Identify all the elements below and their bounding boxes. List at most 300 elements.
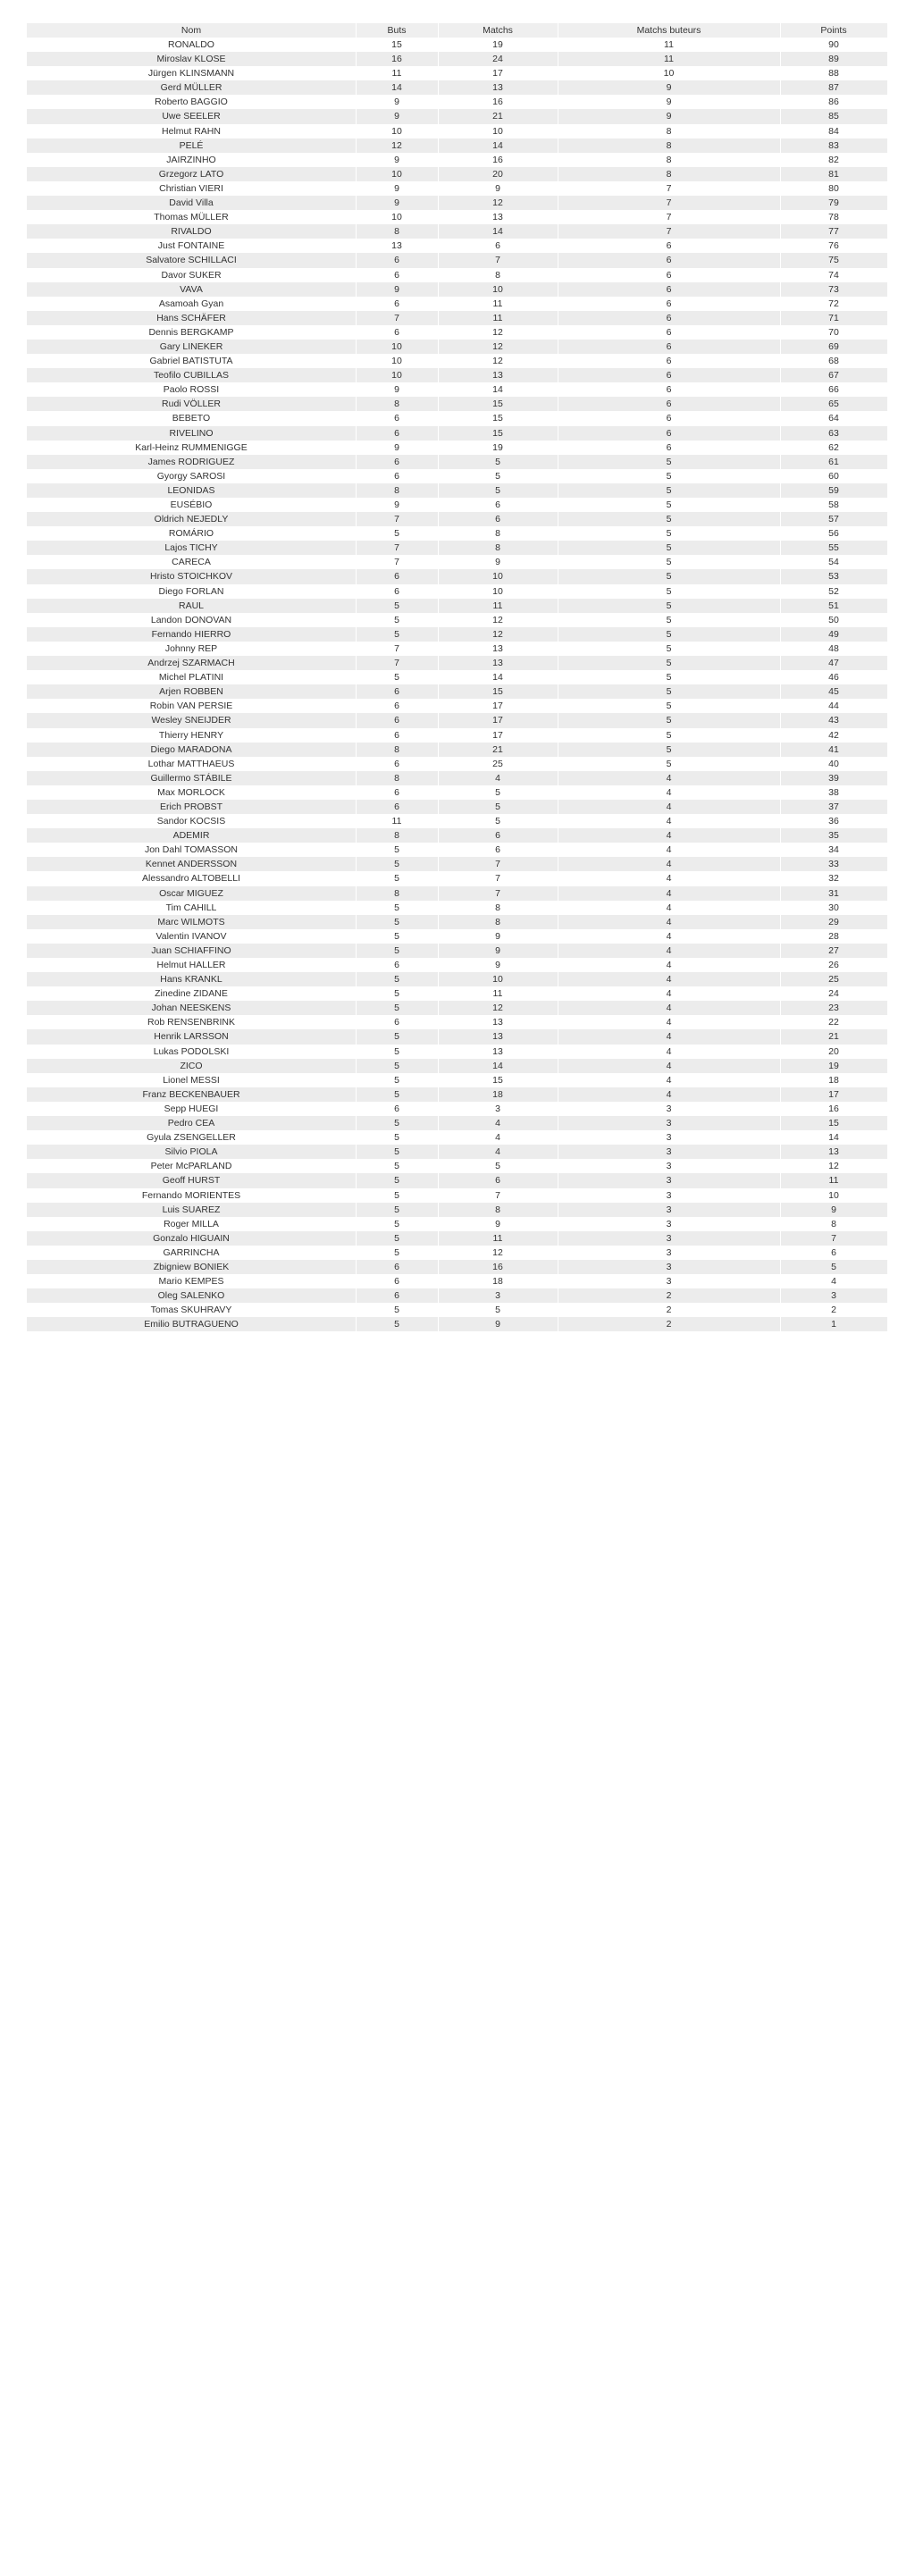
cell-points: 83 (780, 138, 887, 153)
cell-nom: Valentin IVANOV (27, 929, 356, 944)
cell-matchs: 12 (438, 613, 558, 627)
cell-matchs-buteurs: 3 (558, 1274, 780, 1288)
cell-matchs: 12 (438, 627, 558, 642)
cell-matchs-buteurs: 6 (558, 426, 780, 441)
cell-buts: 6 (356, 1288, 438, 1303)
cell-nom: Tim CAHILL (27, 901, 356, 915)
table-row[interactable] (27, 167, 887, 181)
cell-points: 43 (780, 713, 887, 727)
column-header-buts[interactable]: Buts (356, 23, 438, 38)
table-row[interactable] (27, 498, 887, 512)
table-row[interactable] (27, 1260, 887, 1274)
cell-nom: Christian VIERI (27, 181, 356, 196)
column-header-nom[interactable]: Nom (27, 23, 356, 38)
cell-matchs: 3 (438, 1288, 558, 1303)
table-row[interactable] (27, 239, 887, 253)
cell-matchs: 17 (438, 699, 558, 713)
cell-points: 77 (780, 224, 887, 239)
cell-points: 87 (780, 80, 887, 95)
cell-buts: 5 (356, 1231, 438, 1246)
table-row[interactable] (27, 584, 887, 599)
table-row[interactable] (27, 52, 887, 66)
table-row[interactable] (27, 944, 887, 958)
cell-matchs-buteurs: 7 (558, 181, 780, 196)
cell-points: 59 (780, 483, 887, 498)
cell-matchs: 7 (438, 871, 558, 885)
cell-matchs-buteurs: 4 (558, 814, 780, 828)
cell-matchs-buteurs: 4 (558, 901, 780, 915)
table-row[interactable] (27, 800, 887, 814)
cell-matchs-buteurs: 5 (558, 498, 780, 512)
cell-matchs-buteurs: 8 (558, 124, 780, 138)
table-row[interactable] (27, 915, 887, 929)
table-row[interactable] (27, 569, 887, 583)
cell-buts: 5 (356, 599, 438, 613)
cell-matchs-buteurs: 3 (558, 1130, 780, 1145)
table-row[interactable] (27, 699, 887, 713)
cell-matchs-buteurs: 5 (558, 699, 780, 713)
table-body (27, 38, 887, 1331)
table-row[interactable] (27, 268, 887, 282)
table-row[interactable] (27, 325, 887, 340)
cell-nom: Tomas SKUHRAVY (27, 1303, 356, 1317)
table-row[interactable] (27, 354, 887, 368)
cell-matchs: 11 (438, 297, 558, 311)
table-row[interactable] (27, 958, 887, 972)
table-row[interactable] (27, 66, 887, 80)
cell-buts: 9 (356, 153, 438, 167)
cell-points: 24 (780, 986, 887, 1001)
table-row[interactable] (27, 411, 887, 425)
cell-matchs-buteurs: 4 (558, 958, 780, 972)
table-row[interactable] (27, 1130, 887, 1145)
column-header-matchs[interactable]: Matchs (438, 23, 558, 38)
cell-matchs: 5 (438, 469, 558, 483)
cell-nom: James RODRIGUEZ (27, 455, 356, 469)
table-row[interactable] (27, 153, 887, 167)
cell-points: 13 (780, 1145, 887, 1159)
cell-matchs: 8 (438, 901, 558, 915)
cell-points: 10 (780, 1188, 887, 1203)
cell-matchs: 9 (438, 181, 558, 196)
cell-matchs: 14 (438, 1059, 558, 1073)
cell-matchs: 11 (438, 1231, 558, 1246)
table-row[interactable] (27, 684, 887, 699)
cell-matchs: 15 (438, 397, 558, 411)
cell-nom: Alessandro ALTOBELLI (27, 871, 356, 885)
table-row[interactable] (27, 382, 887, 397)
table-row[interactable] (27, 713, 887, 727)
cell-matchs-buteurs: 4 (558, 972, 780, 986)
cell-nom: RIVELINO (27, 426, 356, 441)
cell-matchs: 7 (438, 1188, 558, 1203)
cell-buts: 6 (356, 455, 438, 469)
cell-points: 52 (780, 584, 887, 599)
cell-points: 57 (780, 512, 887, 526)
cell-matchs: 5 (438, 455, 558, 469)
table-row[interactable] (27, 95, 887, 109)
table-row[interactable] (27, 1045, 887, 1059)
table-row[interactable] (27, 1288, 887, 1303)
table-row[interactable] (27, 483, 887, 498)
table-row[interactable] (27, 613, 887, 627)
cell-points: 49 (780, 627, 887, 642)
table-row[interactable] (27, 1001, 887, 1015)
table-row[interactable] (27, 555, 887, 569)
table-row[interactable] (27, 282, 887, 297)
cell-matchs: 14 (438, 670, 558, 684)
cell-buts: 6 (356, 1274, 438, 1288)
table-row[interactable] (27, 181, 887, 196)
cell-matchs: 13 (438, 1029, 558, 1044)
cell-matchs-buteurs: 6 (558, 411, 780, 425)
table-row[interactable] (27, 642, 887, 656)
cell-buts: 9 (356, 282, 438, 297)
cell-matchs: 15 (438, 411, 558, 425)
cell-buts: 6 (356, 411, 438, 425)
column-header-points[interactable]: Points (780, 23, 887, 38)
cell-points: 46 (780, 670, 887, 684)
cell-points: 31 (780, 886, 887, 901)
cell-buts: 5 (356, 1087, 438, 1102)
cell-matchs: 13 (438, 368, 558, 382)
cell-matchs: 13 (438, 80, 558, 95)
cell-matchs: 6 (438, 512, 558, 526)
table-row[interactable] (27, 541, 887, 555)
cell-points: 55 (780, 541, 887, 555)
cell-buts: 5 (356, 613, 438, 627)
cell-nom: Karl-Heinz RUMMENIGGE (27, 441, 356, 455)
cell-buts: 9 (356, 382, 438, 397)
cell-nom: Johan NEESKENS (27, 1001, 356, 1015)
cell-matchs-buteurs: 4 (558, 915, 780, 929)
table-row[interactable] (27, 1303, 887, 1317)
table-row[interactable] (27, 109, 887, 123)
table-row[interactable] (27, 1102, 887, 1116)
cell-nom: Teofilo CUBILLAS (27, 368, 356, 382)
table-row[interactable] (27, 929, 887, 944)
cell-buts: 10 (356, 340, 438, 354)
cell-points: 22 (780, 1015, 887, 1029)
table-row[interactable] (27, 1145, 887, 1159)
cell-nom: Lukas PODOLSKI (27, 1045, 356, 1059)
stats-table-container (27, 23, 887, 1331)
table-row[interactable] (27, 1274, 887, 1288)
cell-points: 42 (780, 728, 887, 743)
cell-matchs: 12 (438, 340, 558, 354)
cell-buts: 5 (356, 1059, 438, 1073)
table-row[interactable] (27, 1246, 887, 1260)
cell-matchs: 10 (438, 584, 558, 599)
cell-nom: Peter McPARLAND (27, 1159, 356, 1173)
cell-buts: 16 (356, 52, 438, 66)
cell-nom: Landon DONOVAN (27, 613, 356, 627)
table-row[interactable] (27, 785, 887, 800)
cell-nom: PELÉ (27, 138, 356, 153)
cell-matchs: 4 (438, 1130, 558, 1145)
table-row[interactable] (27, 512, 887, 526)
cell-points: 41 (780, 743, 887, 757)
cell-matchs: 16 (438, 95, 558, 109)
cell-matchs-buteurs: 4 (558, 843, 780, 857)
cell-points: 34 (780, 843, 887, 857)
cell-matchs: 19 (438, 441, 558, 455)
cell-points: 35 (780, 828, 887, 843)
cell-points: 61 (780, 455, 887, 469)
table-row[interactable] (27, 599, 887, 613)
cell-buts: 5 (356, 944, 438, 958)
cell-nom: BEBETO (27, 411, 356, 425)
table-row[interactable] (27, 1073, 887, 1087)
table-row[interactable] (27, 843, 887, 857)
cell-nom: Pedro CEA (27, 1116, 356, 1130)
cell-points: 1 (780, 1317, 887, 1331)
cell-matchs: 13 (438, 642, 558, 656)
table-row[interactable] (27, 1029, 887, 1044)
column-header-matchs-buteurs[interactable]: Matchs buteurs (558, 23, 780, 38)
cell-matchs-buteurs: 3 (558, 1102, 780, 1116)
table-row[interactable] (27, 1059, 887, 1073)
cell-buts: 5 (356, 1130, 438, 1145)
cell-points: 65 (780, 397, 887, 411)
cell-nom: Zbigniew BONIEK (27, 1260, 356, 1274)
cell-matchs: 9 (438, 1317, 558, 1331)
cell-matchs-buteurs: 6 (558, 441, 780, 455)
cell-matchs: 10 (438, 124, 558, 138)
cell-matchs-buteurs: 6 (558, 340, 780, 354)
cell-nom: Gabriel BATISTUTA (27, 354, 356, 368)
cell-matchs-buteurs: 5 (558, 757, 780, 771)
table-row[interactable] (27, 1015, 887, 1029)
cell-matchs: 17 (438, 713, 558, 727)
cell-buts: 9 (356, 196, 438, 210)
cell-matchs-buteurs: 5 (558, 569, 780, 583)
cell-matchs-buteurs: 4 (558, 1015, 780, 1029)
table-row[interactable] (27, 210, 887, 224)
table-row[interactable] (27, 857, 887, 871)
cell-buts: 10 (356, 368, 438, 382)
cell-matchs-buteurs: 2 (558, 1288, 780, 1303)
cell-nom: Erich PROBST (27, 800, 356, 814)
table-row[interactable] (27, 901, 887, 915)
table-row[interactable] (27, 757, 887, 771)
cell-points: 25 (780, 972, 887, 986)
cell-buts: 5 (356, 1116, 438, 1130)
cell-buts: 6 (356, 958, 438, 972)
cell-matchs-buteurs: 6 (558, 325, 780, 340)
table-row[interactable] (27, 1188, 887, 1203)
cell-matchs: 12 (438, 1246, 558, 1260)
cell-points: 44 (780, 699, 887, 713)
cell-matchs: 8 (438, 541, 558, 555)
table-row[interactable] (27, 828, 887, 843)
cell-nom: Diego FORLAN (27, 584, 356, 599)
cell-buts: 5 (356, 1188, 438, 1203)
cell-buts: 6 (356, 325, 438, 340)
cell-matchs-buteurs: 8 (558, 138, 780, 153)
cell-buts: 6 (356, 785, 438, 800)
cell-buts: 5 (356, 915, 438, 929)
cell-points: 64 (780, 411, 887, 425)
cell-nom: Wesley SNEIJDER (27, 713, 356, 727)
table-row[interactable] (27, 469, 887, 483)
cell-nom: Roberto BAGGIO (27, 95, 356, 109)
cell-buts: 5 (356, 929, 438, 944)
table-row[interactable] (27, 627, 887, 642)
cell-matchs-buteurs: 4 (558, 828, 780, 843)
cell-nom: Helmut HALLER (27, 958, 356, 972)
cell-matchs-buteurs: 4 (558, 1059, 780, 1073)
table-row[interactable] (27, 743, 887, 757)
cell-matchs: 16 (438, 153, 558, 167)
cell-nom: Sandor KOCSIS (27, 814, 356, 828)
table-row[interactable] (27, 124, 887, 138)
cell-matchs: 11 (438, 986, 558, 1001)
cell-points: 48 (780, 642, 887, 656)
table-row[interactable] (27, 340, 887, 354)
cell-nom: Zinedine ZIDANE (27, 986, 356, 1001)
table-row[interactable] (27, 224, 887, 239)
cell-matchs: 13 (438, 656, 558, 670)
cell-buts: 6 (356, 584, 438, 599)
cell-matchs-buteurs: 5 (558, 555, 780, 569)
cell-points: 78 (780, 210, 887, 224)
cell-buts: 10 (356, 354, 438, 368)
table-row[interactable] (27, 1159, 887, 1173)
cell-matchs-buteurs: 5 (558, 526, 780, 541)
table-row[interactable] (27, 1317, 887, 1331)
table-row[interactable] (27, 1217, 887, 1231)
table-row[interactable] (27, 311, 887, 325)
cell-nom: GARRINCHA (27, 1246, 356, 1260)
cell-buts: 7 (356, 555, 438, 569)
cell-nom: Dennis BERGKAMP (27, 325, 356, 340)
table-row[interactable] (27, 426, 887, 441)
table-row[interactable] (27, 38, 887, 52)
cell-points: 86 (780, 95, 887, 109)
cell-nom: Hans KRANKL (27, 972, 356, 986)
cell-matchs-buteurs: 4 (558, 944, 780, 958)
cell-buts: 5 (356, 1203, 438, 1217)
table-row[interactable] (27, 728, 887, 743)
cell-buts: 5 (356, 871, 438, 885)
cell-nom: VAVA (27, 282, 356, 297)
table-row[interactable] (27, 1173, 887, 1187)
cell-nom: Lionel MESSI (27, 1073, 356, 1087)
cell-matchs-buteurs: 5 (558, 469, 780, 483)
table-row[interactable] (27, 138, 887, 153)
table-row[interactable] (27, 986, 887, 1001)
cell-buts: 6 (356, 297, 438, 311)
cell-buts: 5 (356, 1001, 438, 1015)
cell-nom: Geoff HURST (27, 1173, 356, 1187)
cell-nom: RONALDO (27, 38, 356, 52)
table-row[interactable] (27, 253, 887, 267)
table-row[interactable] (27, 1087, 887, 1102)
cell-buts: 6 (356, 800, 438, 814)
table-row[interactable] (27, 670, 887, 684)
cell-nom: Johnny REP (27, 642, 356, 656)
cell-buts: 5 (356, 857, 438, 871)
table-row[interactable] (27, 441, 887, 455)
cell-nom: Gyorgy SAROSI (27, 469, 356, 483)
cell-nom: RIVALDO (27, 224, 356, 239)
cell-matchs: 11 (438, 311, 558, 325)
table-row[interactable] (27, 1203, 887, 1217)
table-row[interactable] (27, 526, 887, 541)
cell-points: 26 (780, 958, 887, 972)
table-row[interactable] (27, 771, 887, 785)
cell-points: 69 (780, 340, 887, 354)
table-row[interactable] (27, 656, 887, 670)
table-row[interactable] (27, 455, 887, 469)
cell-buts: 5 (356, 1073, 438, 1087)
cell-nom: Gary LINEKER (27, 340, 356, 354)
cell-matchs-buteurs: 6 (558, 311, 780, 325)
cell-nom: Fernando HIERRO (27, 627, 356, 642)
cell-matchs-buteurs: 5 (558, 656, 780, 670)
cell-matchs-buteurs: 3 (558, 1116, 780, 1130)
table-row[interactable] (27, 196, 887, 210)
cell-points: 90 (780, 38, 887, 52)
cell-matchs-buteurs: 4 (558, 771, 780, 785)
cell-matchs: 24 (438, 52, 558, 66)
table-row[interactable] (27, 368, 887, 382)
table-row[interactable] (27, 397, 887, 411)
cell-buts: 12 (356, 138, 438, 153)
cell-points: 73 (780, 282, 887, 297)
cell-points: 12 (780, 1159, 887, 1173)
cell-matchs: 17 (438, 66, 558, 80)
cell-points: 63 (780, 426, 887, 441)
cell-matchs: 10 (438, 569, 558, 583)
cell-matchs-buteurs: 2 (558, 1303, 780, 1317)
table-row[interactable] (27, 886, 887, 901)
cell-buts: 6 (356, 268, 438, 282)
cell-matchs: 14 (438, 138, 558, 153)
table-row[interactable] (27, 297, 887, 311)
table-row[interactable] (27, 871, 887, 885)
cell-points: 40 (780, 757, 887, 771)
cell-nom: Michel PLATINI (27, 670, 356, 684)
cell-buts: 5 (356, 972, 438, 986)
cell-buts: 7 (356, 512, 438, 526)
cell-matchs-buteurs: 6 (558, 268, 780, 282)
cell-matchs-buteurs: 9 (558, 80, 780, 95)
table-row[interactable] (27, 1231, 887, 1246)
cell-matchs-buteurs: 3 (558, 1231, 780, 1246)
table-row[interactable] (27, 80, 887, 95)
cell-matchs: 15 (438, 426, 558, 441)
cell-points: 45 (780, 684, 887, 699)
cell-buts: 5 (356, 1045, 438, 1059)
table-row[interactable] (27, 1116, 887, 1130)
cell-buts: 11 (356, 66, 438, 80)
cell-matchs-buteurs: 3 (558, 1217, 780, 1231)
cell-points: 82 (780, 153, 887, 167)
cell-nom: Juan SCHIAFFINO (27, 944, 356, 958)
cell-matchs-buteurs: 5 (558, 613, 780, 627)
cell-nom: Lajos TICHY (27, 541, 356, 555)
cell-matchs: 10 (438, 972, 558, 986)
cell-matchs: 4 (438, 1116, 558, 1130)
table-row[interactable] (27, 972, 887, 986)
cell-points: 6 (780, 1246, 887, 1260)
cell-nom: Just FONTAINE (27, 239, 356, 253)
table-row[interactable] (27, 814, 887, 828)
cell-buts: 10 (356, 210, 438, 224)
cell-buts: 9 (356, 181, 438, 196)
